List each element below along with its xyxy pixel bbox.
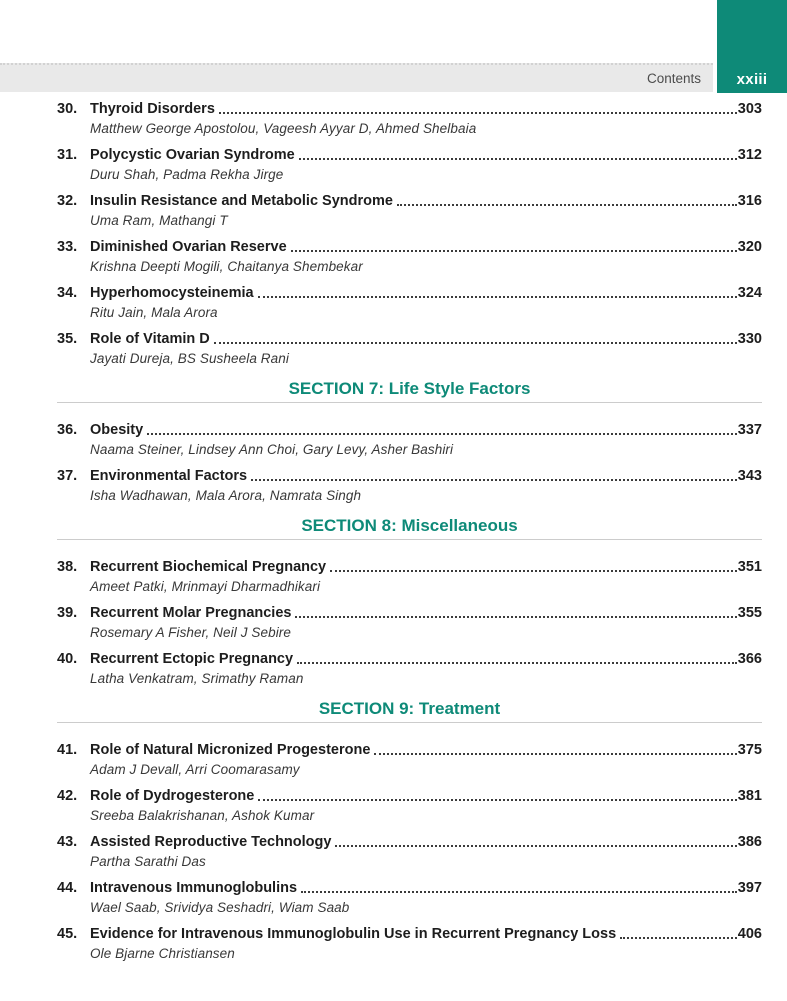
chapter-title: Thyroid Disorders: [90, 101, 215, 117]
chapter-number: 45.: [57, 926, 78, 942]
section-rule: [57, 539, 762, 540]
chapter-number: 31.: [57, 147, 78, 163]
toc-entry: [57, 238, 762, 275]
chapter-authors: Wael Saab, Srividya Seshadri, Wiam Saab: [90, 900, 350, 915]
dot-leader: [214, 342, 737, 344]
chapter-title: Polycystic Ovarian Syndrome: [90, 147, 295, 163]
chapter-number: 34.: [57, 285, 78, 301]
dot-leader: [397, 204, 737, 206]
dot-leader: [374, 753, 736, 755]
chapter-title: Evidence for Intravenous Immunoglobulin Use in Recurrent Pregnancy Loss: [90, 926, 617, 942]
section-title: SECTION 9: Treatment: [318, 699, 501, 718]
dot-leader: [251, 479, 737, 481]
chapter-title: Role of Dydrogesterone: [90, 788, 255, 804]
toc-entry: [57, 650, 762, 687]
chapter-authors: Krishna Deepti Mogili, Chaitanya Shembekar: [90, 259, 363, 274]
dot-leader: [295, 616, 736, 618]
chapter-title: Assisted Reproductive Technology: [90, 834, 332, 850]
chapter-authors: Jayati Dureja, BS Susheela Rani: [90, 351, 289, 366]
section-title: SECTION 7: Life Style Factors: [288, 379, 531, 398]
chapter-title: Intravenous Immunoglobulins: [90, 880, 298, 896]
chapter-number: 40.: [57, 651, 78, 667]
page-ref: 366: [737, 651, 762, 667]
section-heading: [57, 517, 762, 540]
chapter-authors: Ameet Patki, Mrinmayi Dharmadhikari: [90, 579, 321, 594]
page-folio-tab: [717, 0, 787, 93]
chapter-title: Environmental Factors: [90, 468, 248, 484]
chapter-title: Obesity: [90, 422, 144, 438]
dot-leader: [258, 799, 736, 801]
chapter-number: 37.: [57, 468, 78, 484]
page-ref: 381: [737, 788, 762, 804]
dot-leader: [620, 937, 737, 939]
dot-leader: [299, 158, 737, 160]
section-rule: [57, 402, 762, 403]
chapter-title: Role of Vitamin D: [90, 331, 210, 347]
running-header-bar: [0, 63, 713, 92]
toc-entry: [57, 604, 762, 641]
page-folio: xxiii: [736, 71, 768, 88]
dot-leader: [335, 845, 736, 847]
toc-entry: [57, 330, 762, 367]
page-ref: 320: [737, 239, 762, 255]
chapter-title: Recurrent Molar Pregnancies: [90, 605, 292, 621]
page-ref: 343: [737, 468, 762, 484]
chapter-number: 38.: [57, 559, 78, 575]
chapter-authors: Adam J Devall, Arri Coomarasamy: [90, 762, 300, 777]
page-ref: 406: [737, 926, 762, 942]
chapter-number: 35.: [57, 331, 78, 347]
chapter-title: Recurrent Ectopic Pregnancy: [90, 651, 294, 667]
chapter-title: Diminished Ovarian Reserve: [90, 239, 287, 255]
chapter-authors: Uma Ram, Mathangi T: [90, 213, 228, 228]
chapter-title: Hyperhomocysteinemia: [90, 285, 254, 301]
chapter-number: 43.: [57, 834, 78, 850]
dot-leader: [330, 570, 737, 572]
dot-leader: [297, 662, 737, 664]
page-ref: 303: [737, 101, 762, 117]
page-ref: 324: [737, 285, 762, 301]
page-ref: 351: [737, 559, 762, 575]
toc-entry: [57, 833, 762, 870]
section-heading: [57, 380, 762, 403]
chapter-title: Recurrent Biochemical Pregnancy: [90, 559, 327, 575]
chapter-number: 32.: [57, 193, 78, 209]
chapter-number: 39.: [57, 605, 78, 621]
dot-leader: [147, 433, 737, 435]
dot-leader: [258, 296, 737, 298]
page-ref: 375: [737, 742, 762, 758]
dot-leader: [291, 250, 737, 252]
page-ref: 330: [737, 331, 762, 347]
chapter-authors: Duru Shah, Padma Rekha Jirge: [90, 167, 284, 182]
dot-leader: [301, 891, 737, 893]
section-title: SECTION 8: Miscellaneous: [301, 516, 518, 535]
chapter-title: Role of Natural Micronized Progesterone: [90, 742, 371, 758]
chapter-authors: Isha Wadhawan, Mala Arora, Namrata Singh: [90, 488, 362, 503]
toc-entry: [57, 284, 762, 321]
toc-entry: [57, 879, 762, 916]
toc-entry: [57, 100, 762, 137]
chapter-number: 44.: [57, 880, 78, 896]
toc-entry: [57, 421, 762, 458]
chapter-authors: Rosemary A Fisher, Neil J Sebire: [90, 625, 292, 640]
chapter-number: 41.: [57, 742, 78, 758]
page-ref: 337: [737, 422, 762, 438]
chapter-authors: Naama Steiner, Lindsey Ann Choi, Gary Levy, Asher Bashiri: [90, 442, 454, 457]
toc-entry: [57, 146, 762, 183]
chapter-authors: Partha Sarathi Das: [90, 854, 206, 869]
chapter-authors: Matthew George Apostolou, Vageesh Ayyar D, Ahmed Shelbaia: [90, 121, 477, 136]
chapter-authors: Sreeba Balakrishanan, Ashok Kumar: [90, 808, 315, 823]
toc-entry: [57, 467, 762, 504]
page-ref: 397: [737, 880, 762, 896]
contents-label: Contents: [646, 71, 701, 86]
toc-entry: [57, 787, 762, 824]
chapter-number: 33.: [57, 239, 78, 255]
page-ref: 355: [737, 605, 762, 621]
chapter-authors: Ritu Jain, Mala Arora: [90, 305, 218, 320]
chapter-title: Insulin Resistance and Metabolic Syndrome: [90, 193, 393, 209]
chapter-number: 30.: [57, 101, 78, 117]
chapter-authors: Latha Venkatram, Srimathy Raman: [90, 671, 304, 686]
page-ref: 386: [737, 834, 762, 850]
page-ref: 312: [737, 147, 762, 163]
toc-entry: [57, 741, 762, 778]
section-rule: [57, 722, 762, 723]
toc-entry: [57, 192, 762, 229]
chapter-number: 36.: [57, 422, 78, 438]
page-ref: 316: [737, 193, 762, 209]
toc-entry: [57, 558, 762, 595]
chapter-number: 42.: [57, 788, 78, 804]
table-of-contents: [57, 100, 762, 971]
chapter-authors: Ole Bjarne Christiansen: [90, 946, 235, 961]
dot-leader: [219, 112, 737, 114]
toc-entry: [57, 925, 762, 962]
section-heading: [57, 700, 762, 723]
